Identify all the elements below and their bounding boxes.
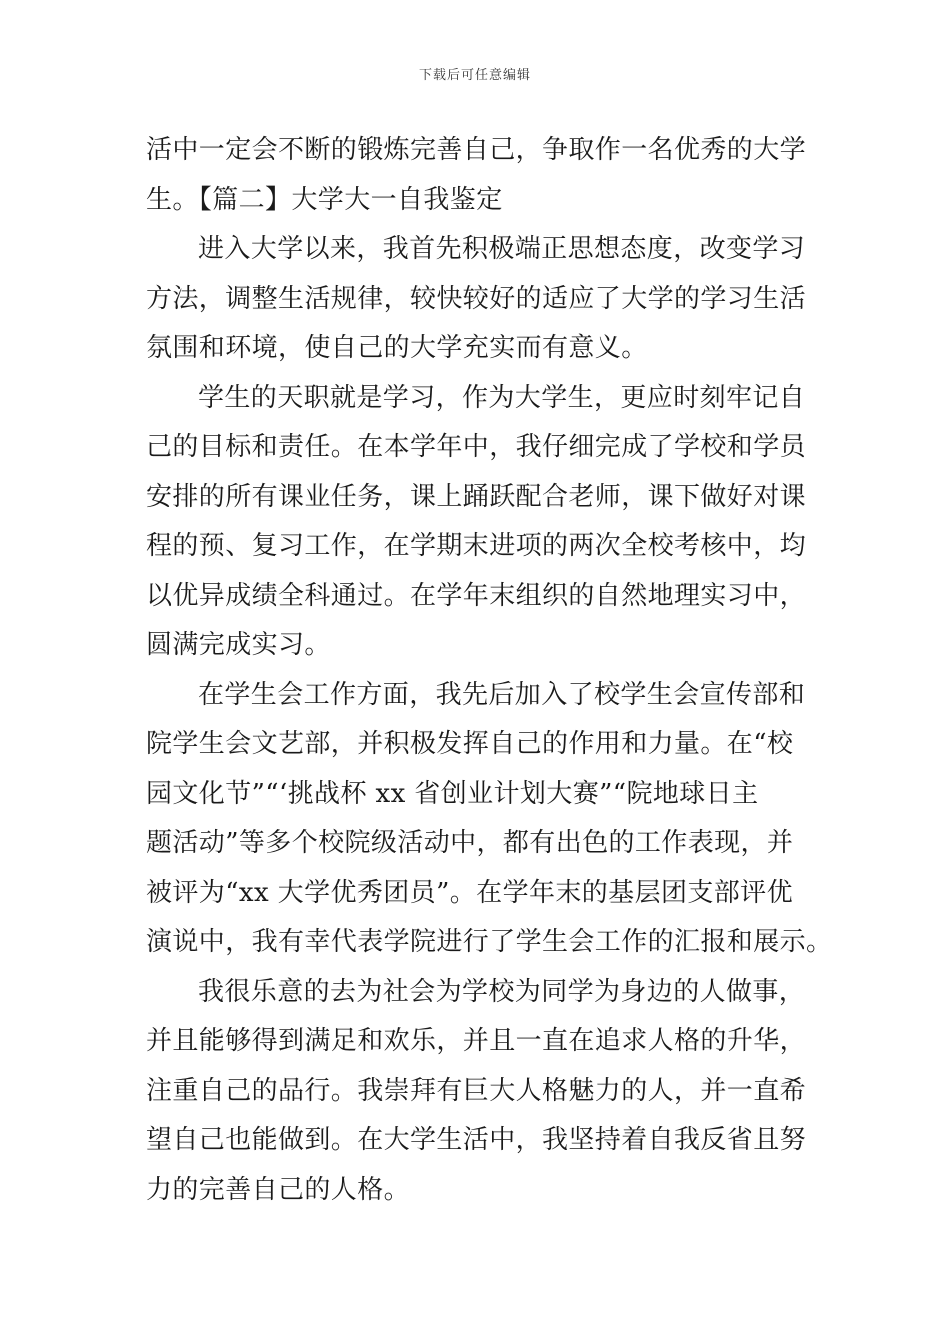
text-line: 院学生会文艺部，并积极发挥自己的作用和力量。在“校 bbox=[146, 729, 794, 759]
text-line: 圆满完成实习。 bbox=[146, 630, 331, 660]
text-line: 园文化节”“‘挑战杯 xx 省创业计划大赛”“院地球日主 bbox=[146, 778, 759, 809]
text-line: 演说中，我有幸代表学院进行了学生会工作的汇报和展示。 bbox=[146, 927, 833, 957]
text-line: 己的目标和责任。在本学年中，我仔细完成了学校和学员 bbox=[146, 432, 807, 462]
text-line: 被评为“xx 大学优秀团员”。在学年末的基层团支部评优 bbox=[146, 877, 793, 908]
text-line: 力的完善自己的人格。 bbox=[146, 1174, 411, 1205]
paragraph-first-line: 进入大学以来，我首先积极端正思想态度，改变学习 bbox=[198, 234, 806, 264]
paragraph-first-line: 学生的天职就是学习，作为大学生，更应时刻牢记自 bbox=[198, 382, 806, 413]
text-line: 氛围和环境，使自己的大学充实而有意义。 bbox=[146, 333, 648, 363]
text-line: 程的预、复习工作，在学期末进项的两次全校考核中，均 bbox=[146, 531, 807, 561]
text-line: 安排的所有课业任务，课上踊跃配合老师，课下做好对课 bbox=[146, 481, 807, 512]
text-line: 题活动”等多个校院级活动中，都有出色的工作表现，并 bbox=[146, 828, 794, 858]
text-line: 并且能够得到满足和欢乐，并且一直在追求人格的升华， bbox=[146, 1026, 807, 1056]
document-body bbox=[146, 126, 833, 1215]
text-line: 活中一定会不断的锻炼完善自己，争取作一名优秀的大学 bbox=[146, 135, 807, 165]
text-line: 望自己也能做到。在大学生活中，我坚持着自我反省且努 bbox=[146, 1125, 807, 1155]
text-line: 注重自己的品行。我崇拜有巨大人格魅力的人，并一直希 bbox=[146, 1075, 807, 1106]
paragraph-first-line: 我很乐意的去为社会为学校为同学为身边的人做事， bbox=[198, 976, 806, 1007]
text-line: 以优异成绩全科通过。在学年末组织的自然地理实习中， bbox=[146, 580, 807, 611]
paragraph-first-line: 在学生会工作方面，我先后加入了校学生会宣传部和 bbox=[198, 679, 806, 710]
text-line: 生。【篇二】大学大一自我鉴定 bbox=[146, 184, 503, 215]
page-header: 下载后可任意编辑 bbox=[418, 68, 531, 83]
text-line: 方法，调整生活规律，较快较好的适应了大学的学习生活 bbox=[146, 283, 807, 314]
